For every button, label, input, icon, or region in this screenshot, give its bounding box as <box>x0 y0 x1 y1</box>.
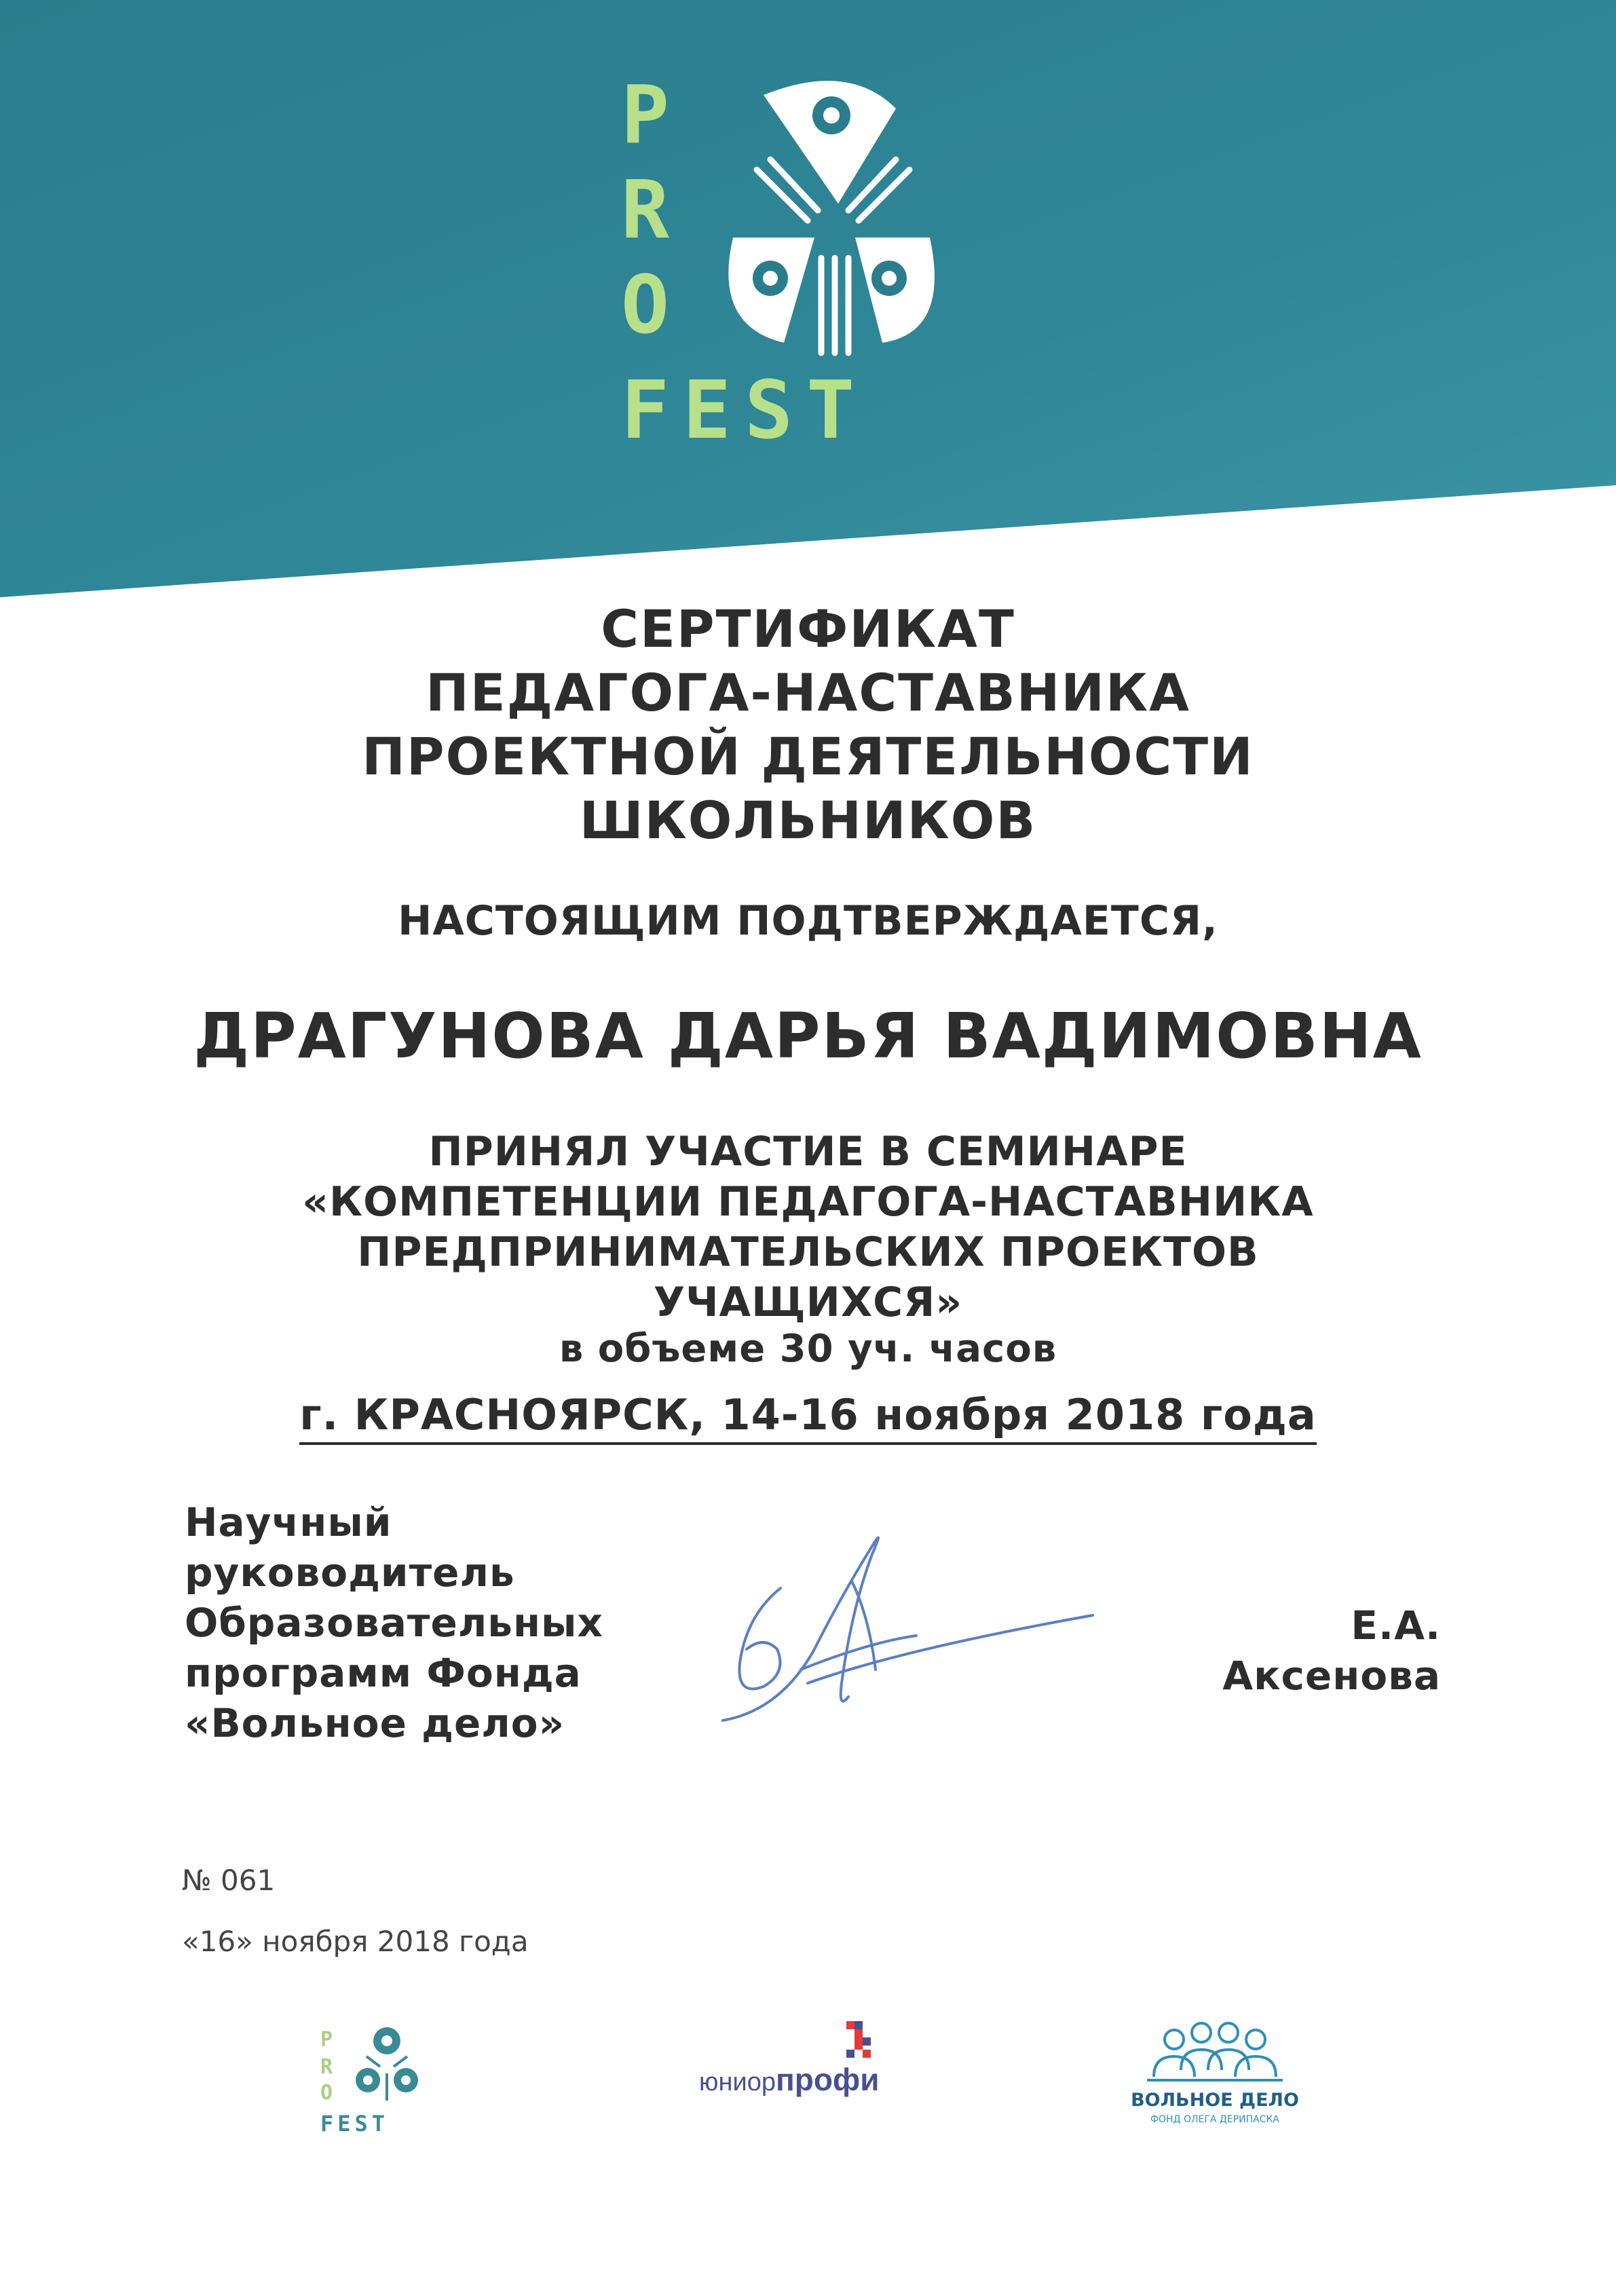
junior-profi-logo <box>696 2016 913 2104</box>
title-line: СЕРТИФИКАТ <box>601 599 1015 659</box>
small-logo-letter-p: P <box>320 2028 333 2052</box>
role-line: программ Фонда <box>185 1650 582 1696</box>
role-line: руководитель <box>185 1549 515 1596</box>
small-logo-letter-o: O <box>320 2081 333 2105</box>
seminar-line: «КОМПЕТЕНЦИИ ПЕДАГОГА-НАСТАВНИКА <box>302 1178 1314 1226</box>
signer-initials: Е.А. <box>1351 1602 1441 1649</box>
recipient-name: ДРАГУНОВА ДАРЬЯ ВАДИМОВНА <box>193 1000 1423 1072</box>
title-line: ПРОЕКТНОЙ ДЕЯТЕЛЬНОСТИ <box>362 726 1254 787</box>
logo-letter-p: P <box>621 68 670 162</box>
signatory-role <box>185 1497 603 1748</box>
seminar-line: ПРЕДПРИНИМАТЕЛЬСКИХ ПРОЕКТОВ <box>357 1228 1259 1276</box>
volnoe-title: ВОЛЬНОЕ ДЕЛО <box>1131 2090 1299 2111</box>
seminar-line: УЧАЩИХСЯ» <box>653 1279 963 1326</box>
junior-text: юниор <box>699 2068 776 2096</box>
svg-text:юниорпрофи <box>699 2062 880 2097</box>
profest-logo <box>611 68 1004 462</box>
signatory-name <box>1222 1600 1441 1701</box>
title-line: ШКОЛЬНИКОВ <box>579 790 1037 850</box>
seminar-description <box>0 1127 1616 1328</box>
certificate-title <box>0 597 1616 852</box>
title-line: ПЕДАГОГА-НАСТАВНИКА <box>426 662 1190 723</box>
role-line: Научный <box>185 1499 392 1545</box>
volnoe-delo-logo <box>1127 2019 1310 2134</box>
certificate-number: № 061 <box>182 1864 276 1897</box>
place-date-text: г. КРАСНОЯРСК, 14-16 ноября 2018 года <box>299 1390 1316 1445</box>
profest-small-logo <box>319 2019 434 2141</box>
role-line: Образовательных <box>185 1600 603 1646</box>
signer-surname: Аксенова <box>1222 1653 1441 1699</box>
role-line: «Вольное дело» <box>185 1700 565 1746</box>
volnoe-subtitle: ФОНД ОЛЕГА ДЕРИПАСКА <box>1150 2114 1280 2125</box>
logo-letter-o: O <box>621 258 670 352</box>
small-logo-fest: FEST <box>320 2111 390 2137</box>
seminar-line: ПРИНЯЛ УЧАСТИЕ В СЕМИНАРЕ <box>428 1128 1188 1175</box>
logo-letter-r: R <box>621 163 670 257</box>
profi-text: профи <box>775 2062 880 2097</box>
confirm-text: НАСТОЯЩИМ ПОДТВЕРЖДАЕТСЯ, <box>398 897 1218 945</box>
logo-fest-text: FEST <box>621 363 869 457</box>
small-logo-letter-r: R <box>320 2055 333 2079</box>
hours-volume: в объеме 30 уч. часов <box>559 1327 1057 1371</box>
handwritten-signature <box>699 1513 1106 1744</box>
issue-date: «16» ноября 2018 года <box>182 1925 529 1958</box>
place-date <box>0 1390 1616 1439</box>
